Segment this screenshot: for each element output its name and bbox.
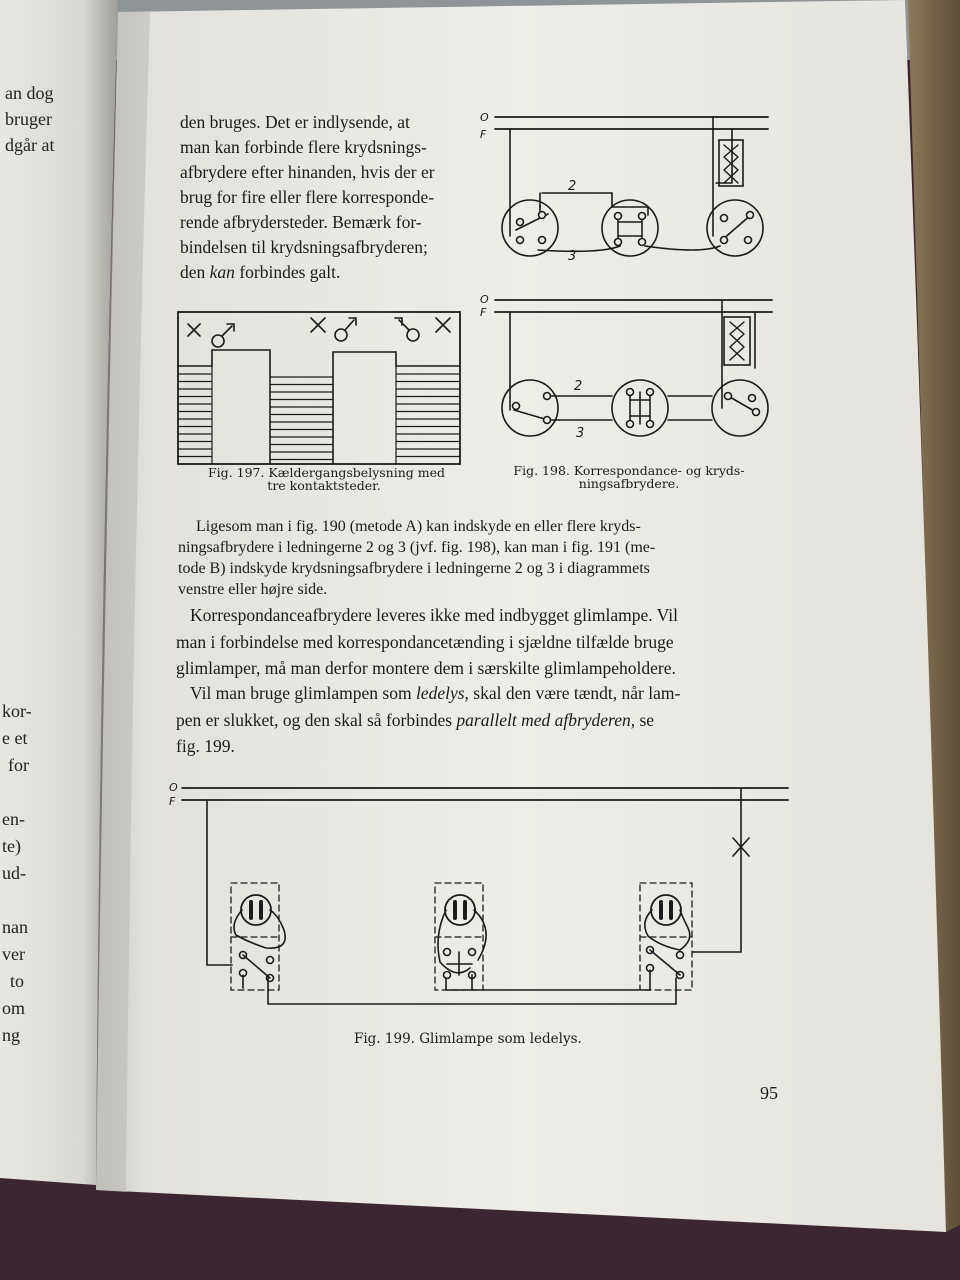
left-line: en- — [2, 809, 25, 829]
p3-l1-post: skal den være tændt, når lam- — [468, 683, 681, 703]
fig198-caption — [504, 464, 754, 490]
intro-line: rende afbrydersteder. Bemærk for- — [180, 212, 422, 232]
fig197-caption-line2: tre kontaktsteder. — [267, 478, 381, 493]
left-line: ver — [2, 944, 25, 964]
fig199-label-o: O — [169, 781, 178, 794]
p3-l2-pre: pen er slukket, og den skal så forbindes — [176, 709, 457, 730]
fig197-caption-line1: Fig. 197. Kældergangsbelysning med — [208, 465, 446, 480]
paragraph-1-line: venstre eller højre side. — [178, 581, 328, 598]
fig198-wire-3-bottom: 3 — [576, 426, 585, 441]
intro-last-pre: den — [180, 262, 210, 282]
fig198-label-o-top: O — [480, 111, 489, 124]
left-line: te) — [2, 836, 21, 856]
paragraph-1-line: Ligesom man i fig. 190 (metode A) kan indskyde en eller flere kryds- — [196, 518, 641, 535]
p3-l1-pre: Vil man bruge glimlampen som — [190, 683, 416, 703]
paragraph-1-line: tode B) indskyde krydsningsafbrydere i ledningerne 2 og 3 i diagrammets — [178, 560, 650, 577]
left-line: om — [2, 998, 26, 1018]
fig198-label-f-top: F — [480, 128, 487, 141]
paragraph-3-line2 — [176, 707, 680, 734]
intro-line-last — [180, 260, 435, 285]
paragraph-3-line1 — [176, 680, 680, 707]
left-line: an dog — [5, 83, 54, 103]
intro-line: afbrydere efter hinanden, hvis der er — [180, 162, 435, 182]
fig199-label-f: F — [169, 795, 176, 808]
left-page-text-mid — [2, 698, 32, 1049]
left-line: bruger — [5, 109, 52, 129]
fig199-caption: Fig. 199. Glimlampe som ledelys. — [354, 1031, 582, 1047]
left-line: e et — [2, 728, 28, 748]
intro-line: den bruges. Det er indlysende, at — [180, 112, 410, 132]
fig198-caption-line2: ningsafbrydere. — [578, 476, 680, 491]
fig198-wire-2-bottom: 2 — [574, 379, 583, 394]
left-line — [2, 887, 32, 914]
paragraph-1 — [178, 516, 655, 600]
intro-line: man kan forbinde flere krydsnings- — [180, 137, 427, 157]
left-page-text-top — [5, 80, 54, 158]
fig198-caption-line1: Fig. 198. Korrespondance- og kryds- — [513, 463, 745, 478]
fig198-wire-2-top: 2 — [568, 179, 577, 194]
paragraph-2-line: Korrespondanceafbrydere leveres ikke med indbygget glimlampe. Vil — [190, 605, 678, 625]
intro-line: brug for fire eller flere korresponde- — [180, 187, 435, 207]
p3-l1-emph: ledelys, — [415, 683, 469, 703]
left-line: ud- — [2, 863, 26, 883]
paragraph-2 — [176, 602, 678, 682]
paragraph-3-line3: fig. 199. — [176, 736, 235, 756]
fig198-label-o-bottom: O — [480, 293, 489, 306]
left-line: for — [8, 755, 29, 775]
paragraph-2-line: glimlamper, må man derfor montere dem i særskilte glimlampeholdere. — [176, 658, 676, 678]
paragraph-3 — [176, 680, 680, 760]
page-number: 95 — [760, 1083, 778, 1103]
p3-l2-emph: parallelt med afbryderen, — [456, 709, 636, 730]
intro-paragraph — [180, 110, 435, 285]
paragraph-1-line: ningsafbrydere i ledningerne 2 og 3 (jvf. fig. 198), kan man i fig. 191 (me- — [178, 539, 656, 556]
p3-l2-post: se — [635, 709, 655, 730]
left-line: dgår at — [5, 135, 55, 155]
intro-line: bindelsen til krydsningsafbryderen; — [180, 237, 428, 257]
intro-last-post: forbindes galt. — [234, 262, 341, 282]
left-line — [2, 779, 32, 806]
fig198-label-f-bottom: F — [480, 306, 487, 319]
left-line: to — [10, 971, 25, 991]
intro-last-emph: kan — [209, 262, 235, 282]
paragraph-2-line: man i forbindelse med korrespondancetænding i sjældne tilfælde bruge — [176, 631, 674, 652]
fig198-wire-3-top: 3 — [568, 249, 577, 264]
left-line: kor- — [2, 701, 32, 721]
left-line: nan — [2, 917, 28, 937]
left-line: ng — [2, 1025, 20, 1045]
fig197-caption — [208, 465, 446, 493]
